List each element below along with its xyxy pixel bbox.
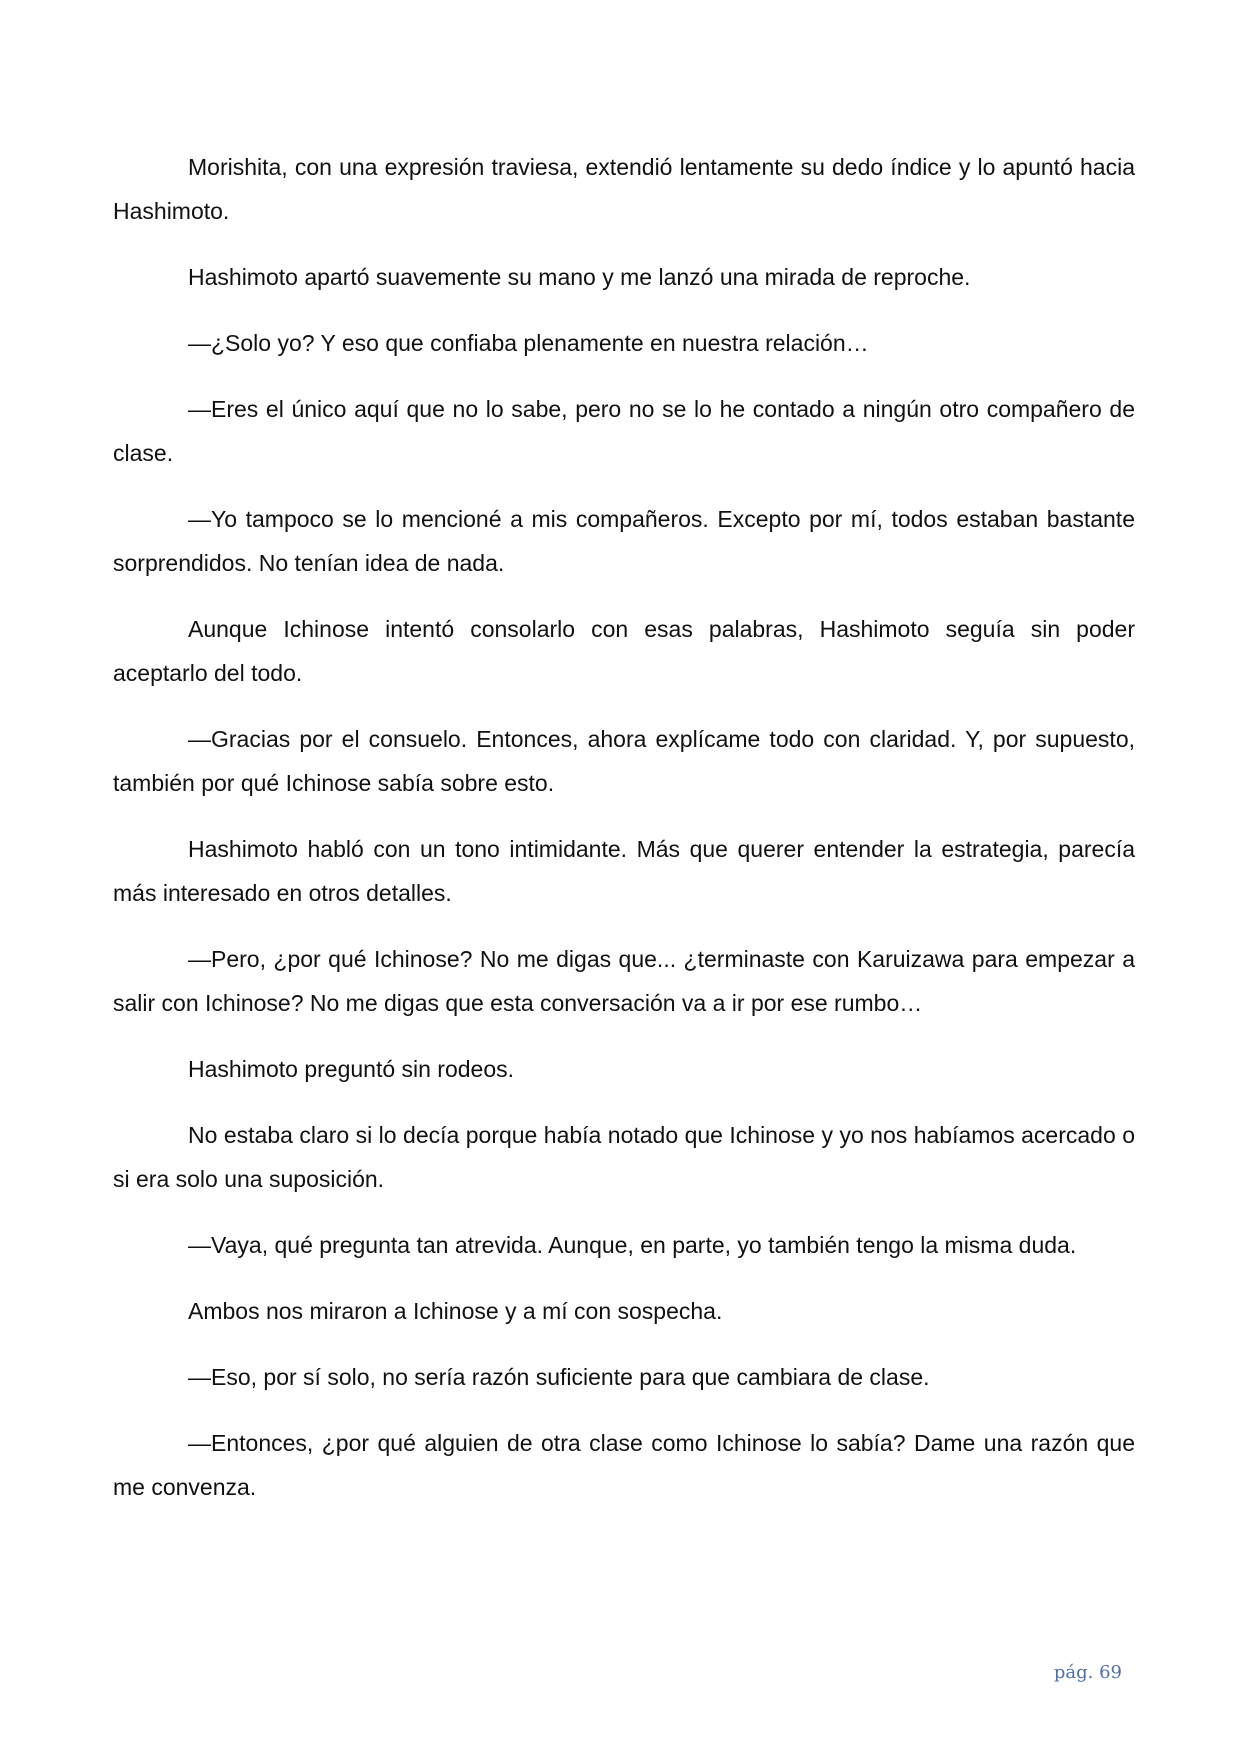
paragraph: —Eso, por sí solo, no sería razón suficiente para que cambiara de clase. <box>188 1364 930 1390</box>
paragraph: Morishita, con una expresión traviesa, extendió lentamente su dedo índice y lo apuntó hacia Hashimoto. <box>113 154 1135 224</box>
paragraph: Hashimoto apartó suavemente su mano y me lanzó una mirada de reproche. <box>188 264 971 290</box>
paragraph: —Pero, ¿por qué Ichinose? No me digas que... ¿terminaste con Karuizawa para empezar a salir con Ichinose? No me digas que esta conversación va a ir por ese rumbo… <box>113 946 1135 1016</box>
body-text <box>113 145 1135 1531</box>
paragraph: —Gracias por el consuelo. Entonces, ahora explícame todo con claridad. Y, por supuesto, también por qué Ichinose sabía sobre esto. <box>113 726 1135 796</box>
page-number: pág. 69 <box>1053 1662 1122 1683</box>
paragraph: Ambos nos miraron a Ichinose y a mí con sospecha. <box>188 1298 723 1324</box>
paragraph: —¿Solo yo? Y eso que confiaba plenamente en nuestra relación… <box>188 330 869 356</box>
paragraph: —Vaya, qué pregunta tan atrevida. Aunque, en parte, yo también tengo la misma duda. <box>188 1232 1077 1258</box>
paragraph: Hashimoto habló con un tono intimidante. Más que querer entender la estrategia, parecía más interesado en otros detalles. <box>113 836 1135 906</box>
paragraph: No estaba claro si lo decía porque había notado que Ichinose y yo nos habíamos acercado o si era solo una suposición. <box>113 1122 1135 1192</box>
paragraph: —Yo tampoco se lo mencioné a mis compañeros. Excepto por mí, todos estaban bastante sorprendidos. No tenían idea de nada. <box>113 506 1135 576</box>
paragraph: —Entonces, ¿por qué alguien de otra clase como Ichinose lo sabía? Dame una razón que me convenza. <box>113 1430 1135 1500</box>
paragraph: —Eres el único aquí que no lo sabe, pero no se lo he contado a ningún otro compañero de clase. <box>113 396 1135 466</box>
paragraph: Hashimoto preguntó sin rodeos. <box>188 1056 515 1082</box>
paragraph: Aunque Ichinose intentó consolarlo con esas palabras, Hashimoto seguía sin poder aceptarlo del todo. <box>113 616 1135 686</box>
